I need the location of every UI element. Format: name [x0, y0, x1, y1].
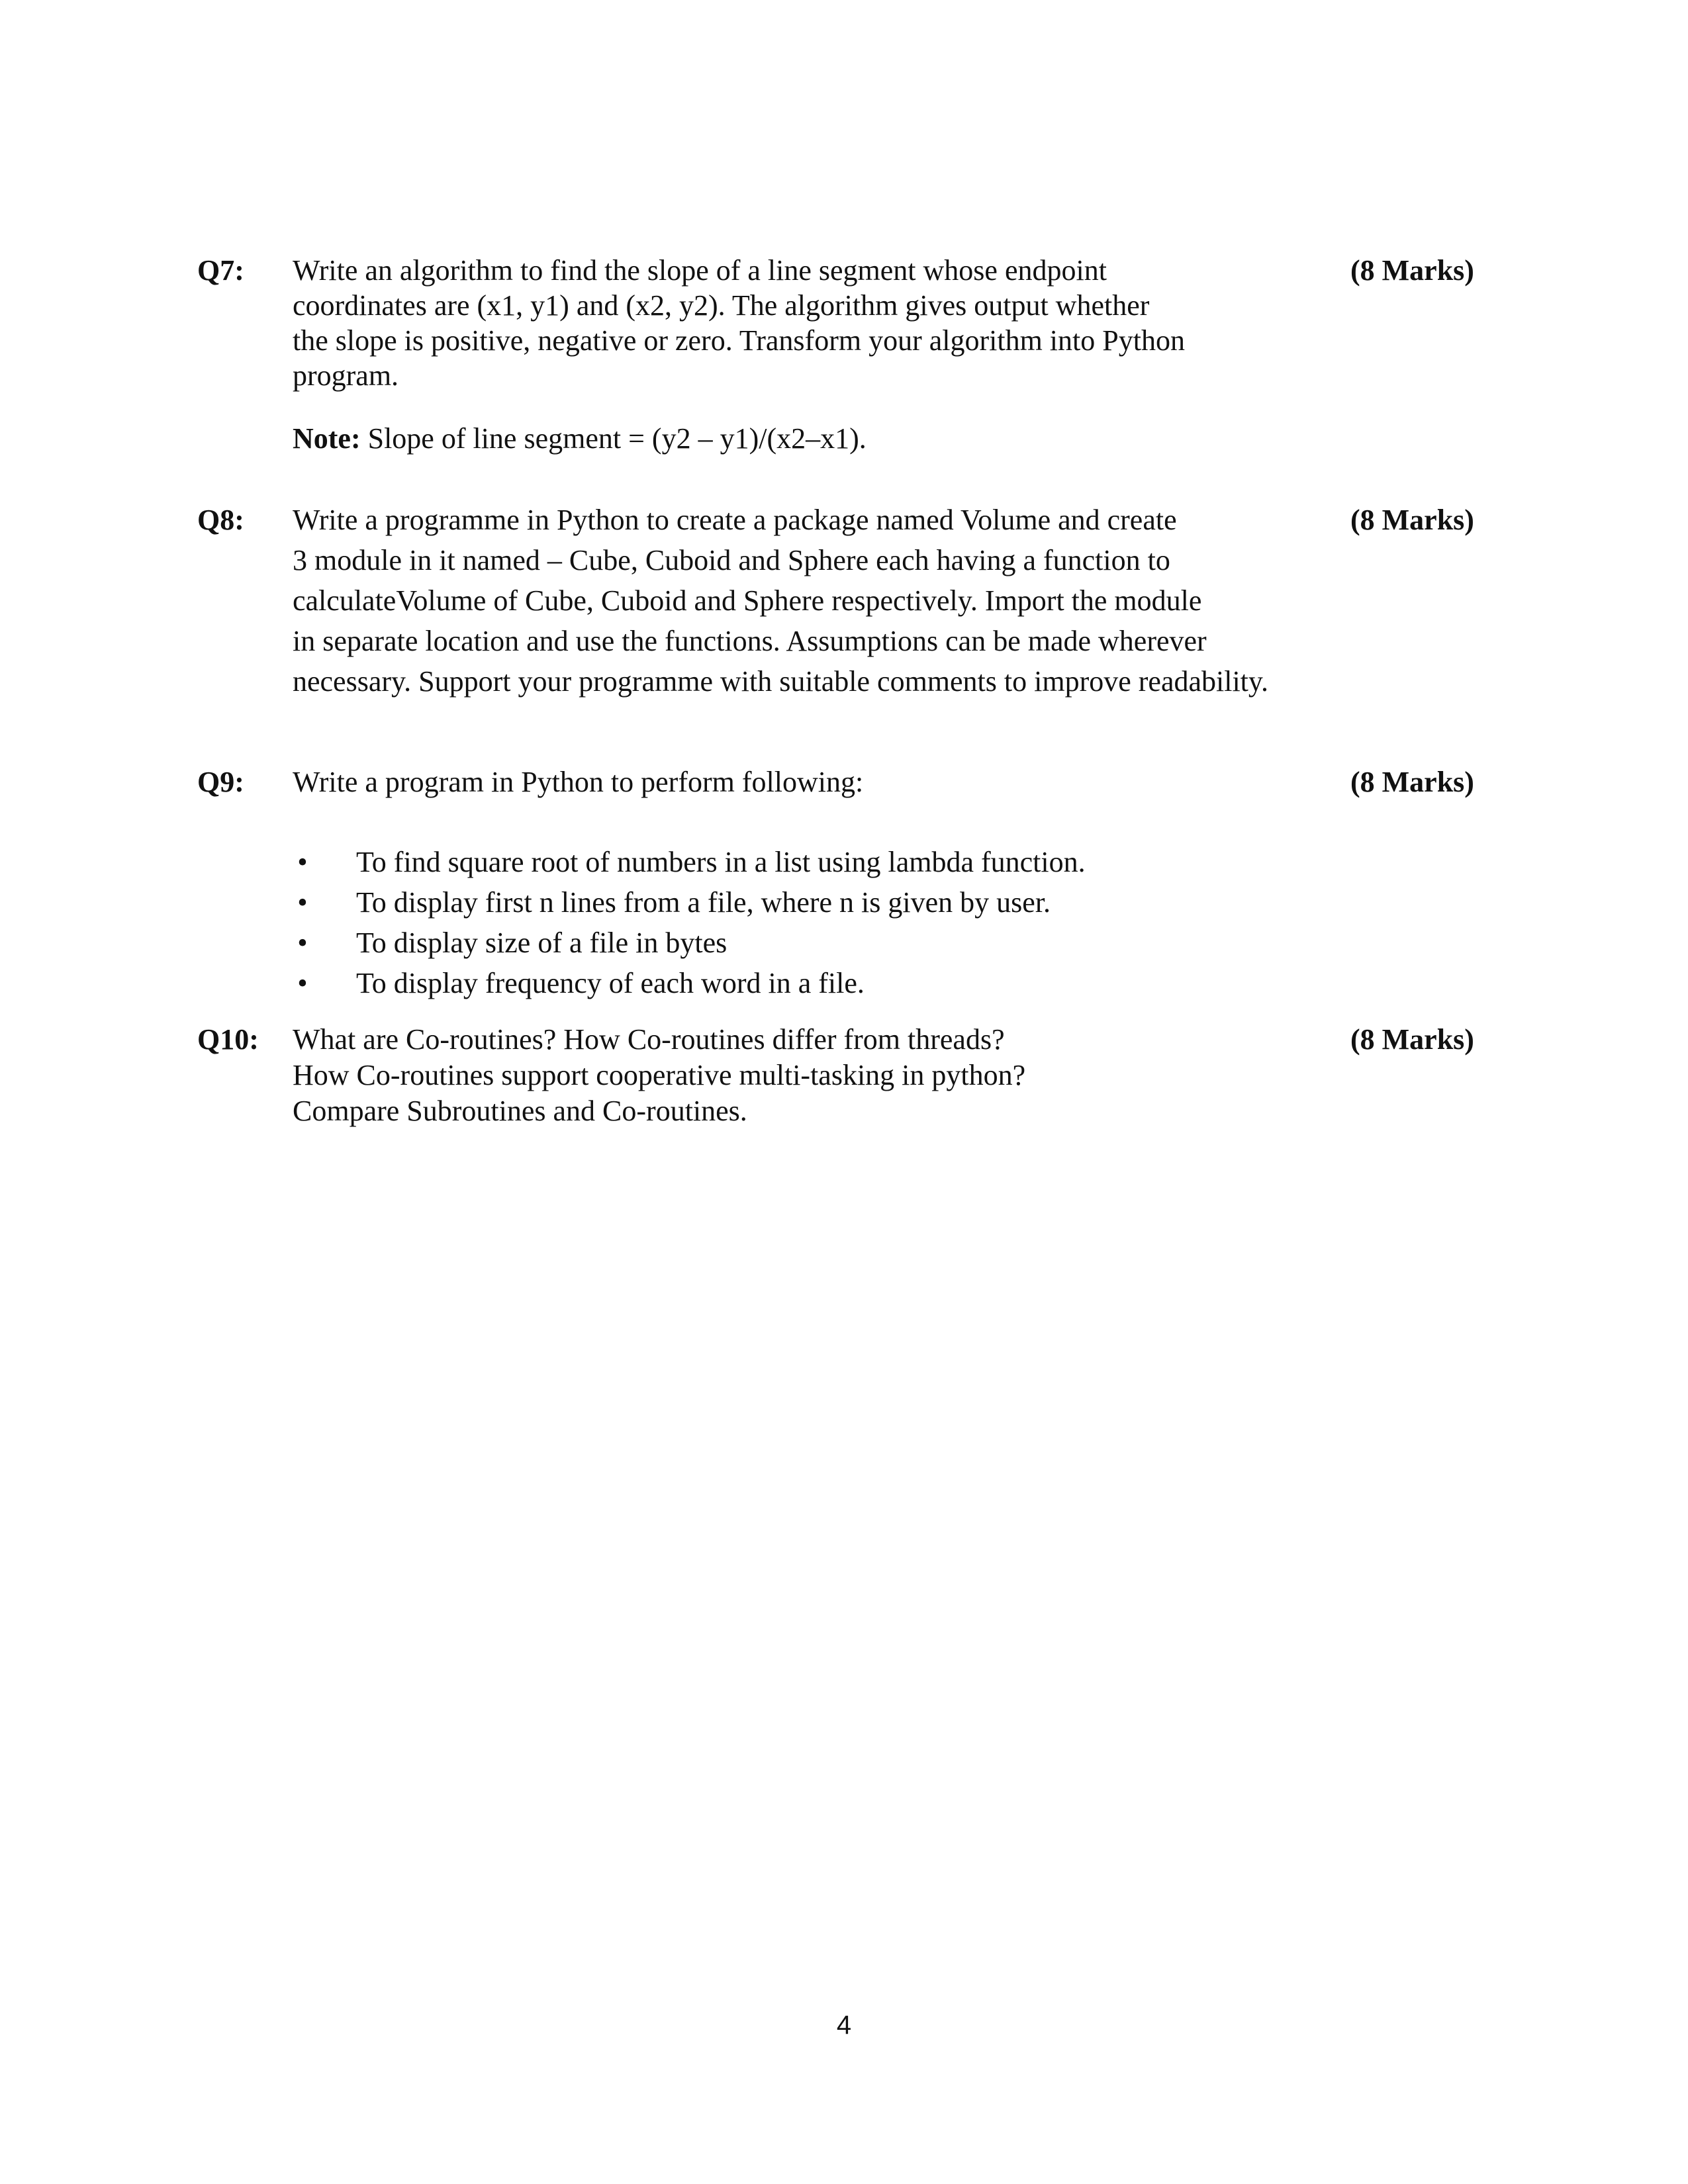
- q8-line: Write a programme in Python to create a package named Volume and create: [293, 504, 1177, 536]
- question-number-q7: Q7:: [197, 254, 244, 287]
- question-number-q8: Q8:: [197, 504, 244, 536]
- bullet-icon: •: [297, 886, 308, 919]
- list-item: [293, 963, 1086, 1003]
- q7-line: coordinates are (x1, y1) and (x2, y2). The algorithm gives output whether: [293, 289, 1150, 322]
- marks-q9: (8 Marks): [1350, 766, 1474, 798]
- q8-line: in separate location and use the functions. Assumptions can be made wherever: [293, 625, 1207, 657]
- q7-line: the slope is positive, negative or zero. Transform your algorithm into Python: [293, 324, 1185, 357]
- q9-bullet-text: To display first n lines from a file, where n is given by user.: [356, 886, 1051, 919]
- q7-note-text: Slope of line segment = (y2 – y1)/(x2–x1).: [360, 422, 867, 455]
- question-text-q9: Write a program in Python to perform following:: [293, 766, 864, 798]
- list-item: [293, 882, 1086, 923]
- q10-line: What are Co-routines? How Co-routines differ from threads?: [293, 1023, 1005, 1056]
- q7-note: [293, 421, 867, 457]
- marks-q10: (8 Marks): [1350, 1023, 1474, 1056]
- q9-bullet-text: To display size of a file in bytes: [356, 927, 727, 959]
- question-text-q10: [293, 1022, 1325, 1129]
- page-number: 4: [836, 2011, 852, 2040]
- q9-bullet-text: To find square root of numbers in a list using lambda function.: [356, 846, 1086, 878]
- q8-line: calculateVolume of Cube, Cuboid and Sphere respectively. Import the module: [293, 584, 1202, 617]
- q10-line: Compare Subroutines and Co-routines.: [293, 1095, 747, 1127]
- q9-bullet-text: To display frequency of each word in a file.: [356, 967, 865, 999]
- q10-line: How Co-routines support cooperative multi-tasking in python?: [293, 1059, 1026, 1091]
- marks-q8: (8 Marks): [1350, 504, 1474, 536]
- bullet-icon: •: [297, 846, 308, 878]
- list-item: [293, 842, 1086, 882]
- q8-line: necessary. Support your programme with suitable comments to improve readability.: [293, 665, 1269, 698]
- q7-note-label: Note:: [293, 422, 361, 455]
- list-item: [293, 923, 1086, 963]
- q7-line: program.: [293, 359, 399, 392]
- q7-line: Write an algorithm to find the slope of a line segment whose endpoint: [293, 254, 1107, 287]
- question-number-q10: Q10:: [197, 1023, 259, 1056]
- bullet-icon: •: [297, 927, 308, 959]
- question-number-q9: Q9:: [197, 766, 244, 798]
- question-text-q7: [293, 253, 1325, 393]
- question-text-q8: [293, 500, 1325, 702]
- bullet-icon: •: [297, 967, 308, 999]
- marks-q7: (8 Marks): [1350, 254, 1474, 287]
- q9-bullet-list: [293, 842, 1086, 1003]
- q8-line: 3 module in it named – Cube, Cuboid and Sphere each having a function to: [293, 544, 1170, 576]
